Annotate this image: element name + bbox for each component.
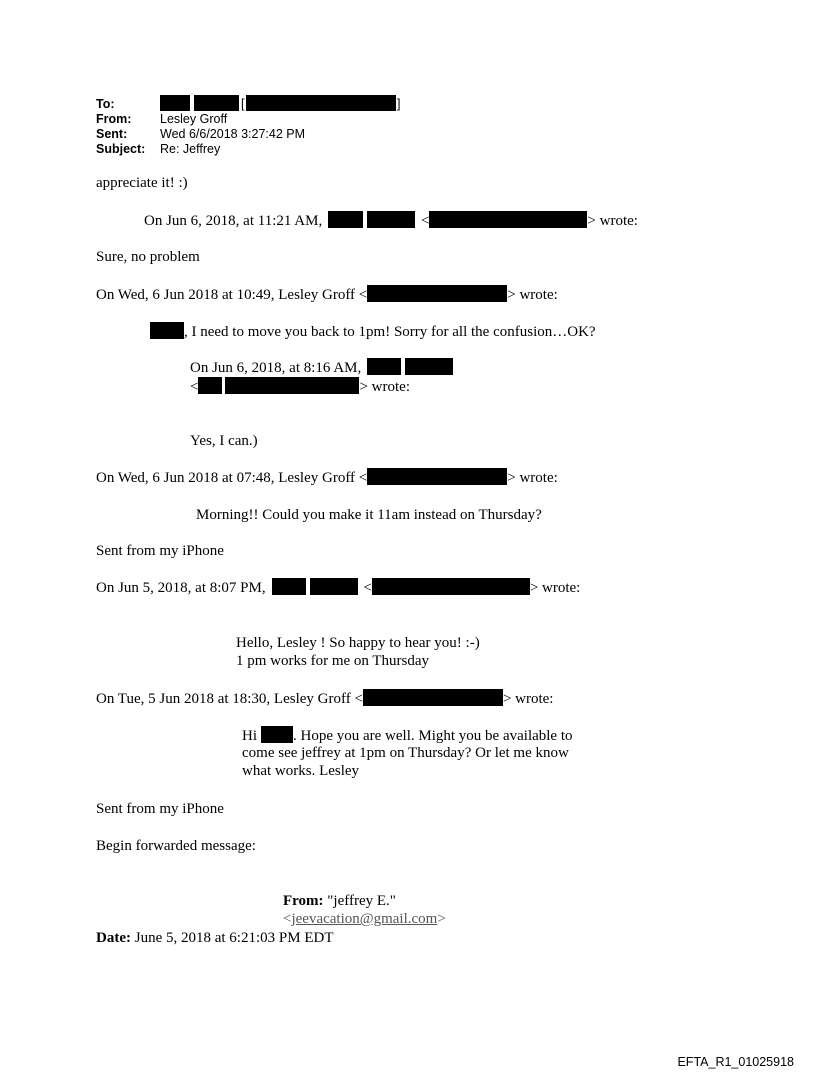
bracket-glyph: ] [397,97,401,111]
quote-header: < > wrote: [190,379,410,395]
redaction [261,726,293,743]
redaction [367,285,507,302]
redaction [160,95,190,111]
forwarded-email: <jeevacation@gmail.com> [283,911,446,927]
from-value: Lesley Groff [160,112,228,126]
subject-value: Re: Jeffrey [160,142,221,156]
redaction [310,578,358,595]
body-line: appreciate it! :) [96,175,188,191]
body-line: Hi . Hope you are well. Might you be available to [242,728,573,744]
redaction [367,468,507,485]
subject-label: Subject: [96,142,146,156]
redaction [328,211,363,228]
header-to-row [96,97,416,112]
redaction [198,377,222,394]
redaction [405,358,453,375]
body-line: , I need to move you back to 1pm! Sorry for all the confusion…OK? [150,322,596,341]
from-label: From: [96,112,132,126]
to-label: To: [96,97,115,111]
sent-value: Wed 6/6/2018 3:27:42 PM [160,127,306,141]
redaction [367,211,415,228]
body-line: 1 pm works for me on Thursday [236,653,430,669]
email-link[interactable]: jeevacation@gmail.com [291,911,438,927]
quote-header: On Wed, 6 Jun 2018 at 07:48, Lesley Groff < > wrote: [96,470,558,486]
body-line: Morning!! Could you make it 11am instead on Thursday? [196,507,542,523]
body-line: Begin forwarded message: [96,838,256,854]
body-line: what works. Lesley [242,763,360,779]
redaction [272,578,306,595]
quote-header: On Jun 6, 2018, at 8:16 AM, [190,358,455,377]
body-line: Yes, I can.) [190,433,258,449]
body-line: Sent from my iPhone [96,801,224,817]
body-line: Hello, Lesley ! So happy to hear you! :-) [236,635,480,651]
quote-header: On Wed, 6 Jun 2018 at 10:49, Lesley Groff < > wrote: [96,287,558,303]
body-line: Sure, no problem [96,249,200,265]
redaction [225,377,359,394]
sent-label: Sent: [96,127,128,141]
redaction [367,358,401,375]
redaction [194,95,239,111]
redaction [372,578,530,595]
body-line: come see jeffrey at 1pm on Thursday? Or let me know [242,745,569,761]
redaction [246,95,396,111]
quote-header: On Jun 6, 2018, at 11:21 AM, < > wrote: [144,213,638,229]
forwarded-date: Date: June 5, 2018 at 6:21:03 PM EDT [96,930,334,946]
quote-header: On Tue, 5 Jun 2018 at 18:30, Lesley Groff < > wrote: [96,691,554,707]
redaction [150,322,184,339]
quote-header: On Jun 5, 2018, at 8:07 PM, < > wrote: [96,580,581,596]
bracket-glyph: [ [241,97,245,111]
document-id: EFTA_R1_01025918 [677,1055,794,1069]
redaction [429,211,587,228]
forwarded-from: From: "jeffrey E." [283,893,396,909]
redaction [363,689,503,706]
body-line: Sent from my iPhone [96,543,224,559]
